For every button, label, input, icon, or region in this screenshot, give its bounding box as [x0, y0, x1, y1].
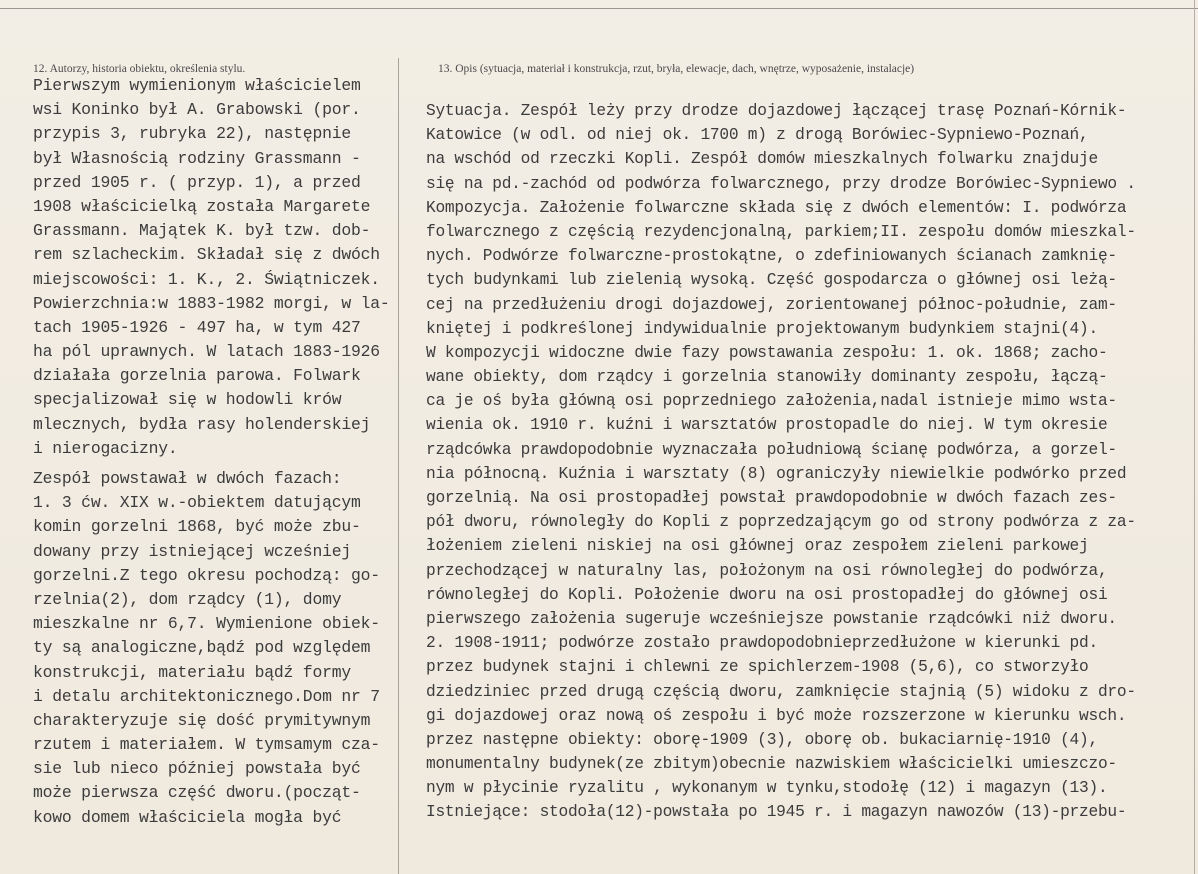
section-12-text-line: przed 1905 r. ( przyp. 1), a przed	[33, 172, 361, 192]
section-12-text-line: działała gorzelnia parowa. Folwark	[33, 366, 361, 386]
section-12-text-line: ha pól uprawnych. W latach 1883-1926	[33, 342, 380, 362]
section-12-text-line: konstrukcji, materiału bądź formy	[33, 662, 351, 682]
section-13-text-line: wane obiekty, dom rządcy i gorzelnia stanowiły dominanty zespołu, łączą-	[426, 368, 1108, 387]
section-12-text-line: kowo domem właściciela mogła być	[33, 807, 342, 827]
section-13-text-line: Katowice (w odl. od niej ok. 1700 m) z drogą Borówiec-Sypniewo-Poznań,	[426, 126, 1089, 145]
column-divider	[398, 58, 399, 874]
section-12-text-line: wsi Koninko był A. Grabowski (por.	[33, 100, 361, 120]
section-13-text-line: Kompozycja. Założenie folwarczne składa się z dwóch elementów: I. podwórza	[426, 198, 1127, 217]
section-13-text-line: Istniejące: stodoła(12)-powstała po 1945 r. i magazyn nawozów (13)-przebu-	[426, 803, 1127, 822]
section-13-text-line: pierwszego założenia sugeruje wcześniejsze powstanie rządcówki niż dworu.	[426, 609, 1117, 628]
section-13-text-line: przez budynek stajni i chlewni ze spichlerzem-1908 (5,6), co stworzyło	[426, 658, 1089, 677]
section-13-text-line: pół dworu, równoległy do Kopli z poprzedzającym go od strony podwórza z za-	[426, 513, 1136, 532]
section-12-text-line: Pierwszym wymienionym właścicielem	[33, 76, 361, 95]
section-13-text-line: Sytuacja. Zespół leży przy drodze dojazdowej łączącej trasę Poznań-Kórnik-	[426, 102, 1127, 120]
section-12-text-line: przypis 3, rubryka 22), następnie	[33, 124, 351, 144]
section-12-text-line: rzelnia(2), dom rządcy (1), domy	[33, 589, 342, 609]
section-12-text-line: dowany przy istniejącej wcześniej	[33, 541, 351, 561]
section-13-text-line: folwarcznego z częścią rezydencjonalną, parkiem;II. zespołu domów mieszkal-	[426, 222, 1136, 241]
section-12-text-line: rzutem i materiałem. W tymsamym cza-	[33, 735, 380, 755]
section-13-text-line: gorzelnią. Na osi prostopadłej powstał prawdopodobnie w dwóch fazach zes-	[426, 489, 1117, 507]
section-12-text-line: mieszkalne nr 6,7. Wymienione obiek-	[33, 614, 380, 634]
section-13-text-line: dziedziniec przed drugą częścią dworu, zamknięcie stajnią (5) widoku z dro-	[426, 682, 1136, 701]
section-13-text-line: wienia ok. 1910 r. kuźni i warsztatów prostopadle do niej. W tym okresie	[426, 416, 1108, 435]
section-13-text-line: łożeniem zieleni niskiej na osi głównej oraz zespołem zieleni parkowej	[426, 537, 1089, 556]
section-13-text-line: przez następne obiekty: oborę-1909 (3), oborę ob. bukaciarnię-1910 (4),	[426, 730, 1098, 749]
section-13-header: 13. Opis (sytuacja, materiał i konstrukcja, rzut, bryła, elewacje, dach, wnętrze, wyposażenie, instalacje)	[438, 63, 915, 75]
page-right-edge	[1194, 0, 1195, 874]
section-12-text-line: i nierogacizny.	[33, 438, 178, 458]
section-12-text-line: specjalizował się w hodowli krów	[33, 390, 342, 410]
section-13-text-line: gi dojazdowej oraz nową oś zespołu i być może rozszerzone w kierunku wsch.	[426, 706, 1127, 725]
section-12-text-line: może pierwsza część dworu.(począt-	[33, 783, 361, 803]
section-13-text-line: tych budynkami lub zielenią wysoką. Część gospodarcza o głównej osi leżą-	[426, 271, 1117, 290]
section-12-text-line: Grassmann. Majątek K. był tzw. dob-	[33, 221, 371, 241]
section-13-text-line: kniętej i podkreślonej indywidualnie projektowanym budynkiem stajni(4).	[426, 319, 1098, 338]
section-12-text-line: sie lub nieco później powstała być	[33, 759, 361, 779]
section-12-text-line: mlecznych, bydła rasy holenderskiej	[33, 414, 371, 434]
section-12-header: 12. Autorzy, historia obiektu, określenia stylu.	[33, 63, 246, 75]
section-13-text-line: się na pd.-zachód od podwórza folwarcznego, przy drodze Borówiec-Sypniewo .	[426, 174, 1136, 193]
top-rule	[0, 8, 1198, 9]
section-13-text-line: ca je oś była główną osi poprzedniego założenia,nadal istnieje mimo wsta-	[426, 392, 1117, 411]
section-13-text-line: 2. 1908-1911; podwórze zostało prawdopodobnieprzedłużone w kierunki pd.	[426, 634, 1098, 653]
section-12-text-line: 1908 właścicielką została Margarete	[33, 196, 371, 216]
section-12-text-line: gorzelni.Z tego okresu pochodzą: go-	[33, 565, 380, 585]
section-13-text	[426, 99, 1194, 825]
section-13-text-line: nych. Podwórze folwarczne-prostokątne, o zdefiniowanych ścianach zamknię-	[426, 247, 1117, 266]
section-12-text-line: był Własnością rodziny Grassmann -	[33, 148, 361, 168]
section-13-text-line: przechodzącej w naturalny las, położonym na osi równoległej do podwórza,	[426, 561, 1108, 580]
section-13-text-line: rządcówka prawdopodobnie wyznaczała południową ścianę podwórza, a gorzel-	[426, 440, 1117, 459]
section-12-text-line: Zespół powstawał w dwóch fazach:	[33, 469, 342, 488]
section-13-text-line: cej na przedłużeniu drogi dojazdowej, zorientowanej północ-południe, zam-	[426, 295, 1117, 314]
section-13-text-line: monumentalny budynek(ze zbitym)obecnie nazwiskiem właścicielki umieszczo-	[426, 755, 1117, 774]
section-13-text-line: równoległej do Kopli. Położenie dworu na osi prostopadłej do głównej osi	[426, 585, 1108, 604]
section-12-text-line: i detalu architektonicznego.Dom nr 7	[33, 686, 380, 706]
section-12-text	[33, 74, 395, 830]
section-12-text-line: 1. 3 ćw. XIX w.-obiektem datującym	[33, 493, 361, 513]
section-12-text-line: charakteryzuje się dość prymitywnym	[33, 710, 371, 730]
section-12-text-line: ty są analogiczne,bądź pod względem	[33, 638, 371, 658]
section-12-text-line: Powierzchnia:w 1883-1982 morgi, w la-	[33, 293, 390, 313]
section-12-text-line: tach 1905-1926 - 497 ha, w tym 427	[33, 317, 361, 337]
section-13-text-line: nia północną. Kuźnia i warsztaty (8) ograniczyły niewielkie podwórko przed	[426, 464, 1127, 483]
section-13-text-line: nym w płycinie ryzalitu , wykonanym w tynku,stodołę (12) i magazyn (13).	[426, 779, 1108, 798]
section-13-text-line: na wschód od rzeczki Kopli. Zespół domów mieszkalnych folwarku znajduje	[426, 150, 1098, 169]
section-12-text-line: miejscowości: 1. K., 2. Świątniczek.	[33, 269, 380, 289]
section-12-text-line: komin gorzelni 1868, być może zbu-	[33, 517, 361, 537]
section-12-text-line: rem szlacheckim. Składał się z dwóch	[33, 245, 380, 265]
section-13-text-line: W kompozycji widoczne dwie fazy powstawania zespołu: 1. ok. 1868; zacho-	[426, 343, 1108, 362]
